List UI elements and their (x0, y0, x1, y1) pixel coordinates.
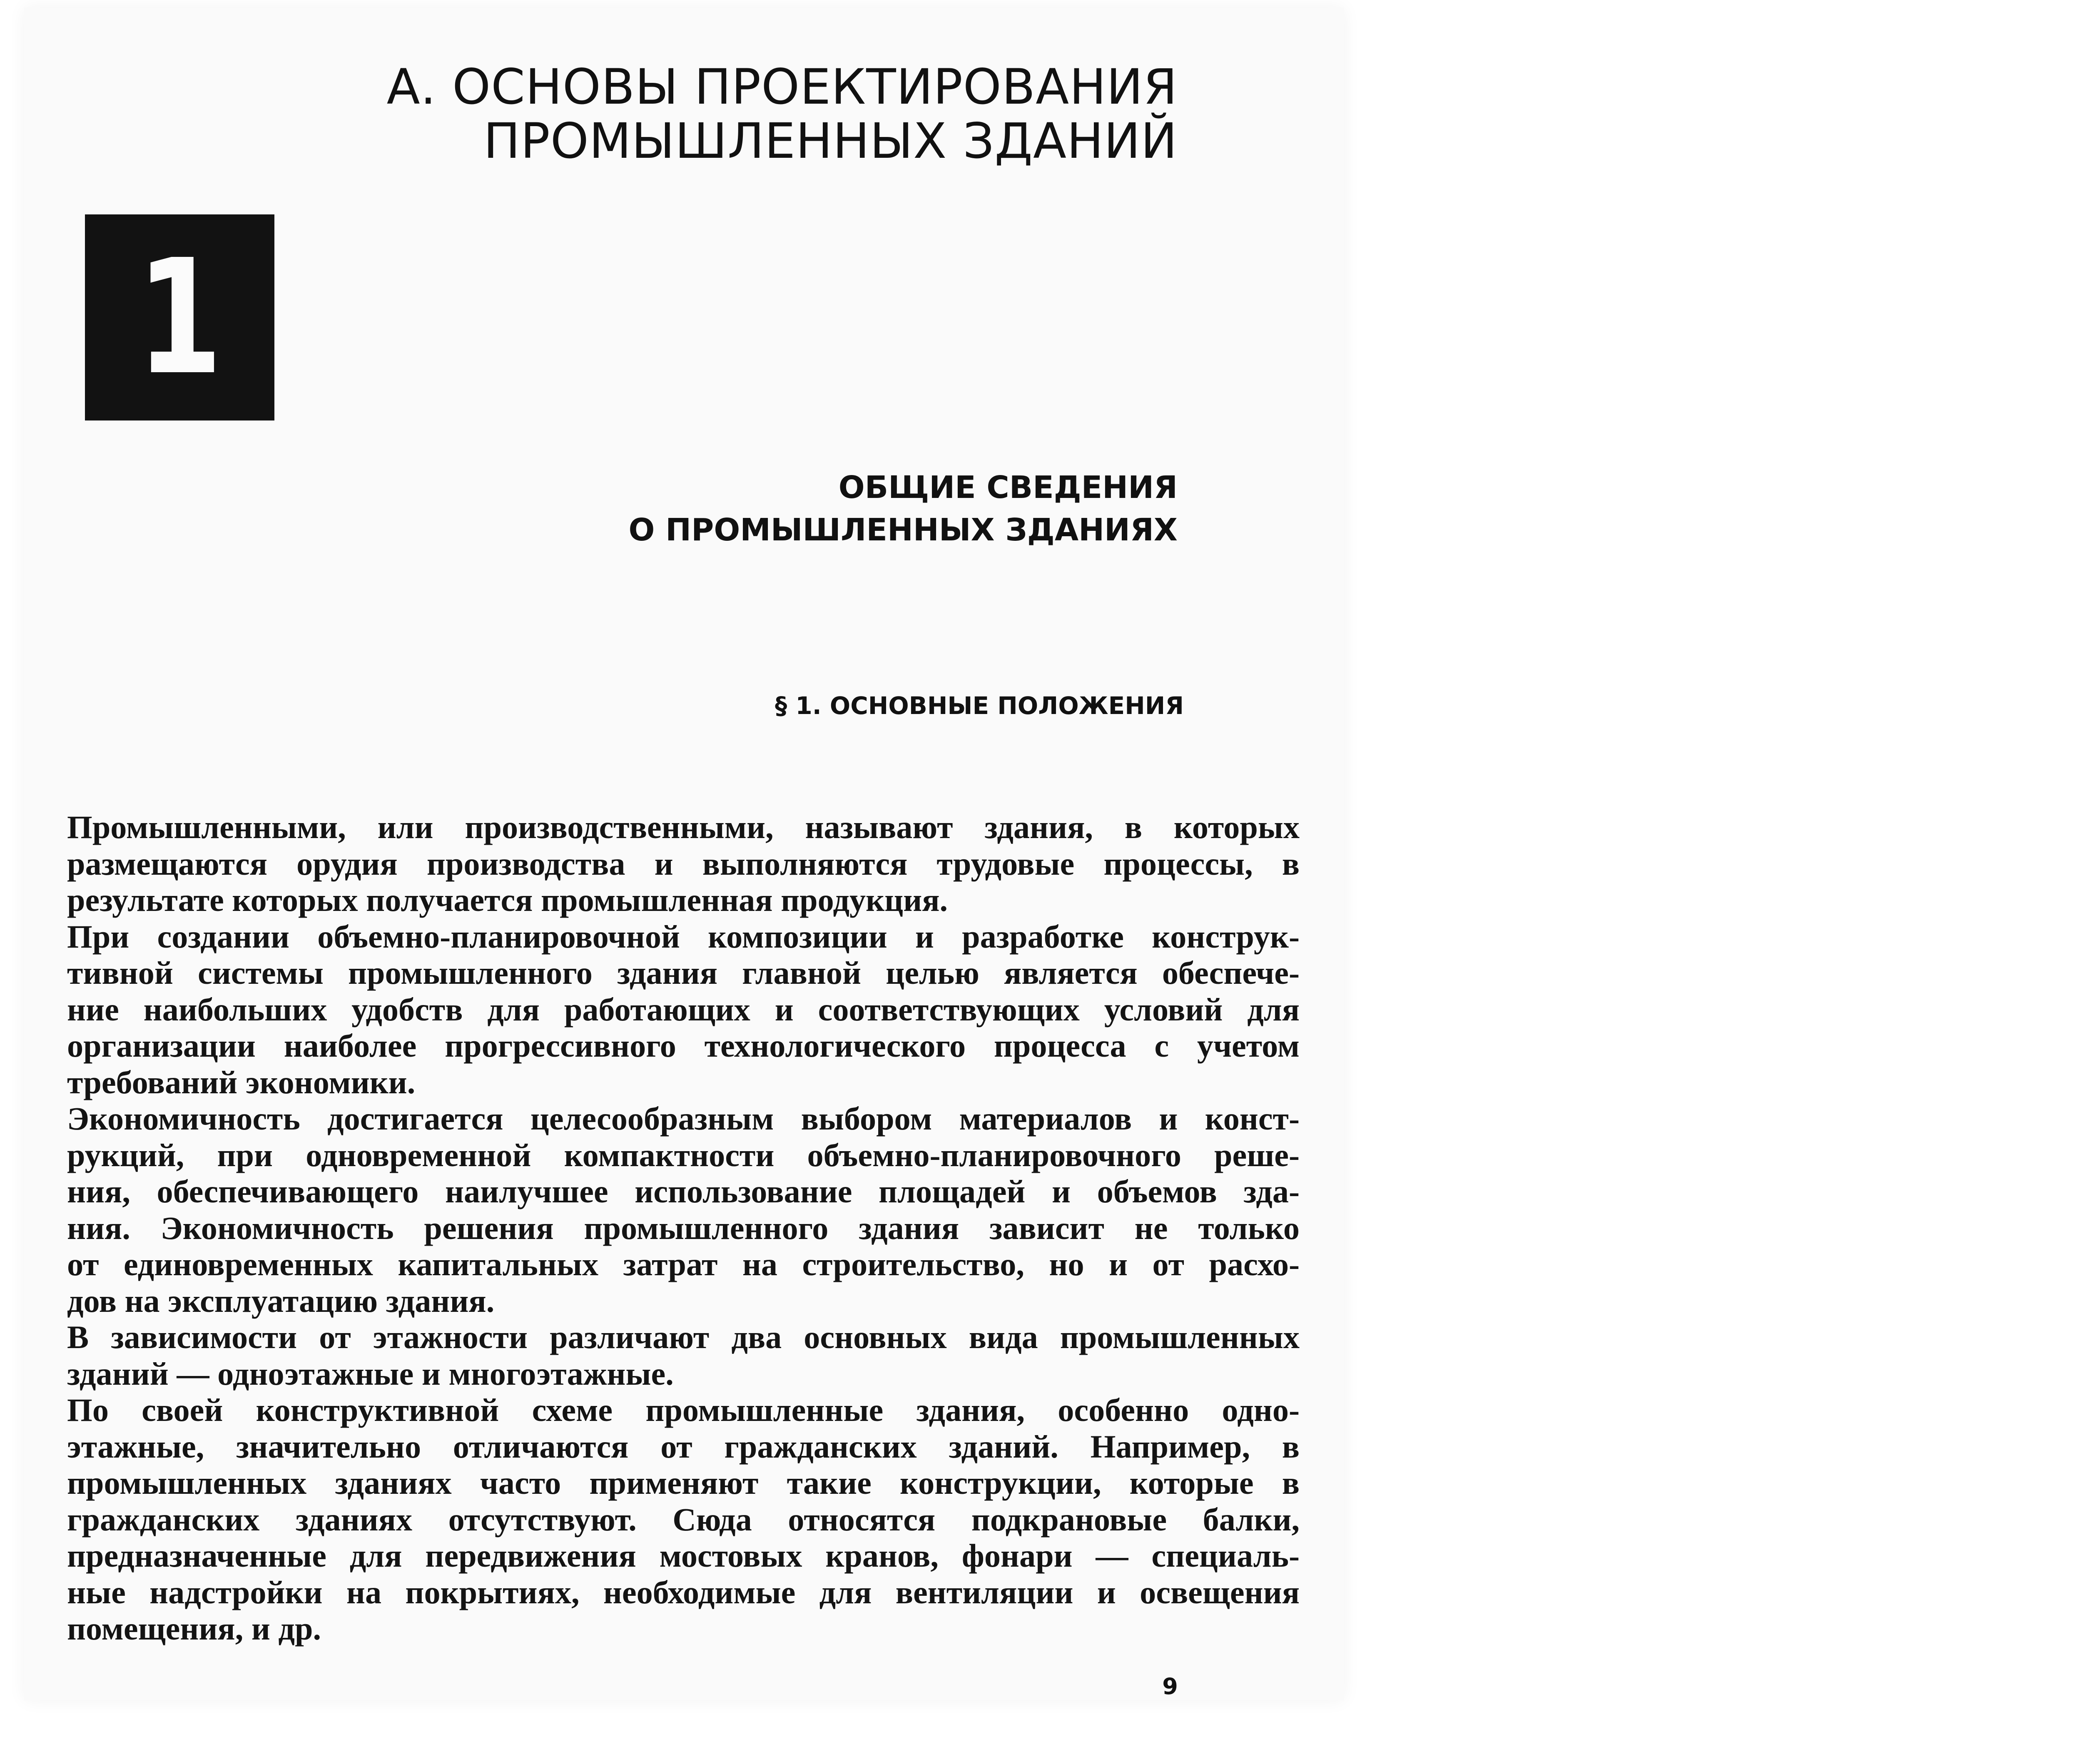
body-line: предназначенные для передвижения мостовых кранов, фонари — специаль- (67, 1538, 1300, 1574)
chapter-title-line-2: О ПРОМЫШЛЕННЫХ ЗДАНИЯХ (628, 512, 1178, 548)
body-line: результате которых получается промышленная продукция. (67, 882, 948, 918)
body-line: Промышленными, или производственными, называют здания, в которых (67, 809, 1300, 845)
part-title-line-1: А. ОСНОВЫ ПРОЕКТИРОВАНИЯ (386, 58, 1178, 115)
body-line: ные надстройки на покрытиях, необходимые для вентиляции и освещения (67, 1574, 1300, 1610)
body-line: гражданских зданиях отсутствуют. Сюда относятся подкрановые балки, (67, 1501, 1300, 1538)
chapter-number-block (85, 214, 274, 420)
body-line: По своей конструктивной схеме промышленные здания, особенно одно- (67, 1392, 1300, 1428)
body-line: требований экономики. (67, 1064, 416, 1100)
part-title-line-2: ПРОМЫШЛЕННЫХ ЗДАНИЙ (483, 112, 1178, 169)
body-line: ния, обеспечивающего наилучшее использование площадей и объемов зда- (67, 1173, 1300, 1209)
chapter-title-line-1: ОБЩИЕ СВЕДЕНИЯ (838, 470, 1178, 505)
body-line: этажные, значительно отличаются от гражданских зданий. Например, в (67, 1428, 1300, 1465)
body-line: При создании объемно-планировочной композиции и разработке конструк- (67, 918, 1300, 955)
book-page (24, 7, 1344, 1700)
body-line: размещаются орудия производства и выполняются трудовые процессы, в (67, 845, 1300, 882)
chapter-title (220, 466, 1178, 551)
body-line: дов на эксплуатацию здания. (67, 1282, 495, 1319)
body-line: рукций, при одновременной компактности объемно-планировочного реше- (67, 1137, 1300, 1173)
page-number: 9 (1162, 1673, 1178, 1699)
body-line: помещения, и др. (67, 1610, 321, 1647)
chapter-number: 1 (137, 225, 223, 410)
body-line: от единовременных капитальных затрат на строительство, но и от расхо- (67, 1246, 1300, 1282)
body-line: тивной системы промышленного здания главной целью является обеспече- (67, 955, 1300, 991)
body-line: зданий — одноэтажные и многоэтажные. (67, 1355, 674, 1392)
body-line: ния. Экономичность решения промышленного здания зависит не только (67, 1209, 1300, 1246)
body-line: В зависимости от этажности различают два основных вида промышленных (67, 1319, 1300, 1355)
body-line: Экономичность достигается целесообразным выбором материалов и конст- (67, 1100, 1300, 1137)
section-title: § 1. ОСНОВНЫЕ ПОЛОЖЕНИЯ (775, 692, 1184, 720)
body-line: организации наиболее прогрессивного технологического процесса с учетом (67, 1028, 1300, 1064)
body-line: ние наибольших удобств для работающих и соответствующих условий для (67, 991, 1300, 1028)
body-text (67, 809, 1300, 1647)
body-line: промышленных зданиях часто применяют такие конструкции, которые в (67, 1465, 1300, 1501)
part-title (178, 60, 1178, 168)
